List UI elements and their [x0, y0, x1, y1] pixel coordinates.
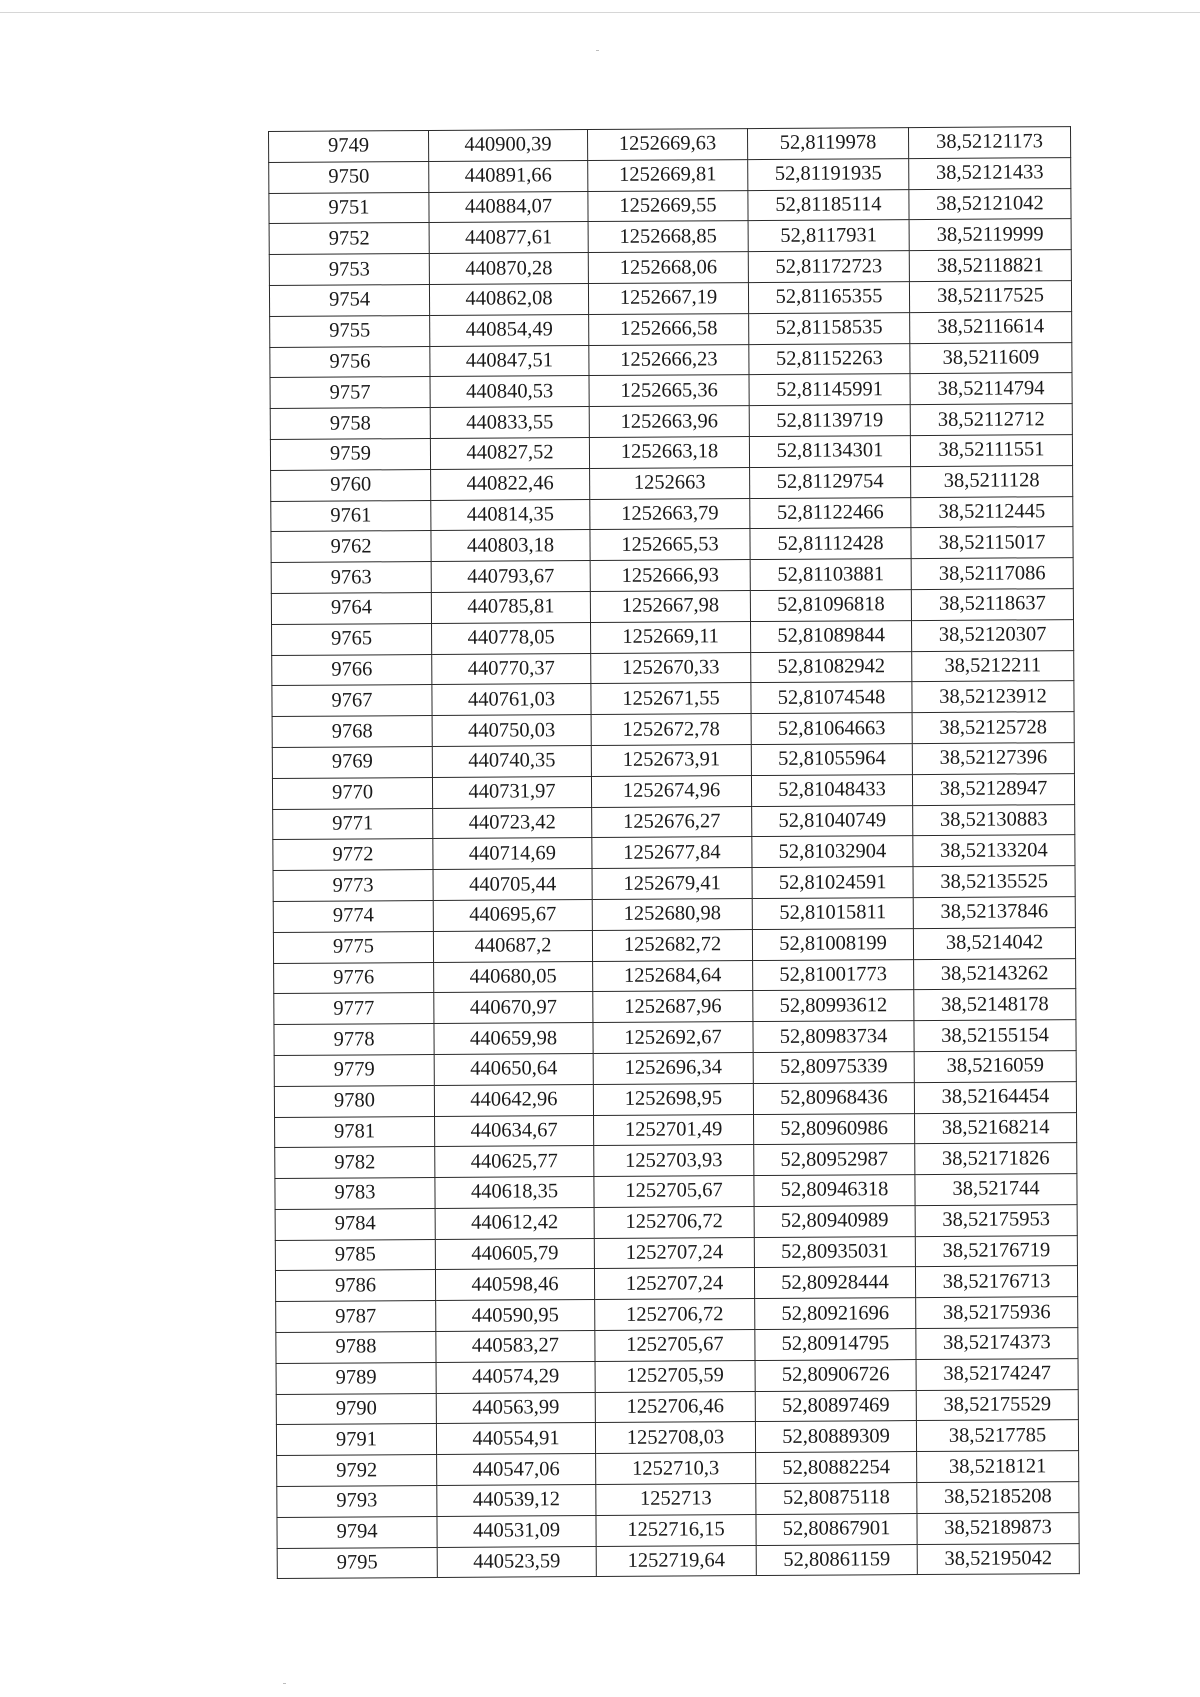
x-coordinate-cell: 440740,35: [432, 745, 591, 777]
y-coordinate-cell: 1252671,55: [591, 683, 751, 715]
x-coordinate-cell: 440793,67: [431, 561, 590, 593]
latitude-cell: 52,80946318: [754, 1175, 915, 1207]
scan-speck: [283, 1683, 286, 1684]
table-row: [269, 219, 1071, 255]
latitude-cell: 52,81032904: [752, 836, 913, 868]
table-row: [276, 1297, 1078, 1333]
latitude-cell: 52,80960986: [754, 1113, 915, 1145]
x-coordinate-cell: 440523,59: [437, 1546, 596, 1578]
x-coordinate-cell: 440833,55: [430, 407, 589, 439]
latitude-cell: 52,81139719: [749, 405, 910, 437]
y-coordinate-cell: 1252692,67: [593, 1022, 753, 1054]
longitude-cell: 38,521744: [915, 1174, 1077, 1206]
longitude-cell: 38,5211128: [911, 465, 1073, 497]
longitude-cell: 38,52135525: [913, 866, 1075, 898]
y-coordinate-cell: 1252663,96: [589, 406, 749, 438]
x-coordinate-cell: 440612,42: [435, 1207, 594, 1239]
point-number-cell: 9750: [269, 161, 429, 193]
table-row: [274, 1050, 1076, 1086]
latitude-cell: 52,81015811: [752, 897, 913, 929]
y-coordinate-cell: 1252706,72: [595, 1299, 755, 1331]
y-coordinate-cell: 1252667,19: [588, 283, 748, 315]
latitude-cell: 52,81172723: [748, 251, 909, 283]
longitude-cell: 38,52164454: [914, 1081, 1076, 1113]
point-number-cell: 9769: [272, 746, 432, 778]
longitude-cell: 38,52133204: [913, 835, 1075, 867]
point-number-cell: 9753: [269, 254, 429, 286]
point-number-cell: 9789: [276, 1362, 436, 1394]
y-coordinate-cell: 1252708,03: [595, 1422, 755, 1454]
longitude-cell: 38,52118637: [911, 589, 1073, 621]
y-coordinate-cell: 1252719,64: [596, 1545, 756, 1577]
point-number-cell: 9770: [272, 777, 432, 809]
x-coordinate-cell: 440862,08: [429, 284, 588, 316]
y-coordinate-cell: 1252666,23: [589, 344, 749, 376]
table-row: [273, 804, 1075, 840]
y-coordinate-cell: 1252673,91: [591, 744, 751, 776]
y-coordinate-cell: 1252703,93: [594, 1145, 754, 1177]
latitude-cell: 52,81008199: [752, 928, 913, 960]
longitude-cell: 38,52189873: [917, 1512, 1079, 1544]
y-coordinate-cell: 1252696,34: [593, 1052, 753, 1084]
x-coordinate-cell: 440574,29: [436, 1361, 595, 1393]
table-row: [270, 311, 1072, 347]
point-number-cell: 9749: [269, 131, 429, 163]
x-coordinate-cell: 440750,03: [432, 715, 591, 747]
point-number-cell: 9766: [272, 654, 432, 686]
latitude-cell: 52,81165355: [748, 282, 909, 314]
point-number-cell: 9764: [271, 592, 431, 624]
longitude-cell: 38,52114794: [910, 373, 1072, 405]
table-row: [276, 1389, 1078, 1425]
table-row: [271, 496, 1073, 532]
longitude-cell: 38,52176713: [915, 1266, 1077, 1298]
table-row: [270, 373, 1072, 409]
x-coordinate-cell: 440634,67: [435, 1115, 594, 1147]
point-number-cell: 9776: [274, 962, 434, 994]
y-coordinate-cell: 1252698,95: [593, 1083, 753, 1115]
point-number-cell: 9772: [273, 839, 433, 871]
table-row: [272, 773, 1074, 809]
x-coordinate-cell: 440770,37: [432, 653, 591, 685]
latitude-cell: 52,81040749: [752, 805, 913, 837]
longitude-cell: 38,52148178: [914, 989, 1076, 1021]
x-coordinate-cell: 440900,39: [429, 130, 588, 162]
point-number-cell: 9752: [269, 223, 429, 255]
latitude-cell: 52,81145991: [749, 374, 910, 406]
point-number-cell: 9768: [272, 716, 432, 748]
longitude-cell: 38,5218121: [917, 1451, 1079, 1483]
x-coordinate-cell: 440840,53: [430, 376, 589, 408]
latitude-cell: 52,81112428: [750, 528, 911, 560]
table-row: [270, 404, 1072, 440]
latitude-cell: 52,81122466: [750, 497, 911, 529]
longitude-cell: 38,52175529: [916, 1389, 1078, 1421]
longitude-cell: 38,5217785: [916, 1420, 1078, 1452]
x-coordinate-cell: 440618,35: [435, 1177, 594, 1209]
table-row: [273, 835, 1075, 871]
point-number-cell: 9779: [274, 1054, 434, 1086]
longitude-cell: 38,52121042: [909, 188, 1071, 220]
longitude-cell: 38,52175936: [916, 1297, 1078, 1329]
x-coordinate-cell: 440822,46: [431, 468, 590, 500]
longitude-cell: 38,52115017: [911, 527, 1073, 559]
longitude-cell: 38,52123912: [912, 681, 1074, 713]
y-coordinate-cell: 1252705,67: [594, 1176, 754, 1208]
y-coordinate-cell: 1252682,72: [592, 929, 752, 961]
y-coordinate-cell: 1252672,78: [591, 714, 751, 746]
y-coordinate-cell: 1252665,53: [590, 529, 750, 561]
y-coordinate-cell: 1252663,79: [590, 498, 750, 530]
latitude-cell: 52,80914795: [755, 1329, 916, 1361]
point-number-cell: 9775: [273, 931, 433, 963]
longitude-cell: 38,52195042: [917, 1543, 1079, 1575]
table-row: [273, 927, 1075, 963]
x-coordinate-cell: 440590,95: [436, 1300, 595, 1332]
point-number-cell: 9791: [276, 1424, 436, 1456]
latitude-cell: 52,8117931: [748, 220, 909, 252]
y-coordinate-cell: 1252667,98: [590, 591, 750, 623]
y-coordinate-cell: 1252707,24: [594, 1237, 754, 1269]
y-coordinate-cell: 1252701,49: [594, 1114, 754, 1146]
point-number-cell: 9757: [270, 377, 430, 409]
table-row: [275, 1174, 1077, 1210]
latitude-cell: 52,81152263: [749, 343, 910, 375]
latitude-cell: 52,80928444: [754, 1267, 915, 1299]
point-number-cell: 9781: [275, 1116, 435, 1148]
point-number-cell: 9794: [277, 1516, 437, 1548]
point-number-cell: 9790: [276, 1393, 436, 1425]
longitude-cell: 38,52130883: [913, 804, 1075, 836]
latitude-cell: 52,81129754: [750, 466, 911, 498]
y-coordinate-cell: 1252669,63: [587, 129, 747, 161]
latitude-cell: 52,81024591: [752, 867, 913, 899]
longitude-cell: 38,52175953: [915, 1204, 1077, 1236]
table-row: [277, 1482, 1079, 1518]
x-coordinate-cell: 440539,12: [437, 1485, 596, 1517]
point-number-cell: 9773: [273, 870, 433, 902]
point-number-cell: 9767: [272, 685, 432, 717]
y-coordinate-cell: 1252677,84: [592, 837, 752, 869]
x-coordinate-cell: 440598,46: [435, 1269, 594, 1301]
table-row: [273, 866, 1075, 902]
point-number-cell: 9754: [269, 285, 429, 317]
point-number-cell: 9778: [274, 1024, 434, 1056]
table-row: [275, 1266, 1077, 1302]
table-row: [269, 281, 1071, 317]
y-coordinate-cell: 1252670,33: [591, 652, 751, 684]
longitude-cell: 38,52120307: [912, 619, 1074, 651]
table-row: [271, 527, 1073, 563]
longitude-cell: 38,52128947: [912, 773, 1074, 805]
y-coordinate-cell: 1252663,18: [589, 437, 749, 469]
table-row: [275, 1204, 1077, 1240]
y-coordinate-cell: 1252666,58: [589, 313, 749, 345]
table-row: [277, 1512, 1079, 1548]
latitude-cell: 52,81191935: [748, 158, 909, 190]
y-coordinate-cell: 1252705,67: [595, 1330, 755, 1362]
y-coordinate-cell: 1252706,46: [595, 1391, 755, 1423]
longitude-cell: 38,52185208: [917, 1482, 1079, 1514]
y-coordinate-cell: 1252707,24: [594, 1268, 754, 1300]
latitude-cell: 52,81001773: [753, 959, 914, 991]
y-coordinate-cell: 1252687,96: [593, 991, 753, 1023]
x-coordinate-cell: 440547,06: [437, 1454, 596, 1486]
point-number-cell: 9788: [276, 1332, 436, 1364]
longitude-cell: 38,52121433: [909, 157, 1071, 189]
table-row: [274, 1081, 1076, 1117]
latitude-cell: 52,80993612: [753, 990, 914, 1022]
latitude-cell: 52,80952987: [754, 1144, 915, 1176]
x-coordinate-cell: 440814,35: [431, 499, 590, 531]
x-coordinate-cell: 440714,69: [433, 838, 592, 870]
x-coordinate-cell: 440583,27: [436, 1331, 595, 1363]
x-coordinate-cell: 440731,97: [432, 776, 591, 808]
y-coordinate-cell: 1252665,36: [589, 375, 749, 407]
x-coordinate-cell: 440705,44: [433, 869, 592, 901]
y-coordinate-cell: 1252668,06: [588, 252, 748, 284]
x-coordinate-cell: 440847,51: [430, 345, 589, 377]
y-coordinate-cell: 1252669,11: [591, 621, 751, 653]
table-row: [275, 1143, 1077, 1179]
longitude-cell: 38,52117086: [911, 558, 1073, 590]
y-coordinate-cell: 1252713: [596, 1484, 756, 1516]
y-coordinate-cell: 1252710,3: [596, 1453, 756, 1485]
latitude-cell: 52,81082942: [751, 651, 912, 683]
scan-speck: [596, 50, 599, 51]
latitude-cell: 52,81074548: [751, 682, 912, 714]
table-row: [275, 1235, 1077, 1271]
longitude-cell: 38,52112445: [911, 496, 1073, 528]
longitude-cell: 38,52117525: [909, 281, 1071, 313]
table-row: [272, 681, 1074, 717]
point-number-cell: 9786: [275, 1270, 435, 1302]
point-number-cell: 9793: [277, 1486, 437, 1518]
table-row: [273, 897, 1075, 933]
point-number-cell: 9787: [276, 1301, 436, 1333]
longitude-cell: 38,52171826: [915, 1143, 1077, 1175]
longitude-cell: 38,5211609: [910, 342, 1072, 374]
latitude-cell: 52,81048433: [751, 774, 912, 806]
table-row: [277, 1451, 1079, 1487]
latitude-cell: 52,80968436: [753, 1082, 914, 1114]
point-number-cell: 9761: [271, 500, 431, 532]
x-coordinate-cell: 440695,67: [433, 899, 592, 931]
point-number-cell: 9785: [275, 1239, 435, 1271]
x-coordinate-cell: 440778,05: [432, 622, 591, 654]
table-row: [270, 435, 1072, 471]
latitude-cell: 52,81064663: [751, 713, 912, 745]
coordinates-table: [268, 126, 1080, 1579]
latitude-cell: 52,80867901: [756, 1513, 917, 1545]
longitude-cell: 38,52143262: [914, 958, 1076, 990]
latitude-cell: 52,81089844: [751, 620, 912, 652]
longitude-cell: 38,52174373: [916, 1328, 1078, 1360]
latitude-cell: 52,80875118: [756, 1483, 917, 1515]
table-row: [271, 558, 1073, 594]
y-coordinate-cell: 1252666,93: [590, 560, 750, 592]
y-coordinate-cell: 1252716,15: [596, 1514, 756, 1546]
table-row: [269, 127, 1071, 163]
longitude-cell: 38,52119999: [909, 219, 1071, 251]
point-number-cell: 9780: [274, 1085, 434, 1117]
latitude-cell: 52,81185114: [748, 189, 909, 221]
table-row: [277, 1543, 1079, 1579]
x-coordinate-cell: 440642,96: [434, 1084, 593, 1116]
table-row: [269, 157, 1071, 193]
table-row: [275, 1112, 1077, 1148]
latitude-cell: 52,81134301: [749, 436, 910, 468]
y-coordinate-cell: 1252679,41: [592, 868, 752, 900]
x-coordinate-cell: 440884,07: [429, 191, 588, 223]
point-number-cell: 9783: [275, 1178, 435, 1210]
latitude-cell: 52,80935031: [754, 1236, 915, 1268]
y-coordinate-cell: 1252705,59: [595, 1360, 755, 1392]
point-number-cell: 9774: [273, 900, 433, 932]
y-coordinate-cell: 1252706,72: [594, 1206, 754, 1238]
x-coordinate-cell: 440659,98: [434, 1023, 593, 1055]
latitude-cell: 52,81096818: [750, 590, 911, 622]
longitude-cell: 38,52125728: [912, 712, 1074, 744]
longitude-cell: 38,52111551: [910, 435, 1072, 467]
table-row: [272, 712, 1074, 748]
x-coordinate-cell: 440854,49: [430, 314, 589, 346]
coordinates-table-body: [269, 127, 1080, 1579]
latitude-cell: 52,80975339: [753, 1051, 914, 1083]
longitude-cell: 38,5216059: [914, 1050, 1076, 1082]
table-row: [274, 989, 1076, 1025]
x-coordinate-cell: 440531,09: [437, 1515, 596, 1547]
point-number-cell: 9792: [277, 1455, 437, 1487]
latitude-cell: 52,80983734: [753, 1021, 914, 1053]
point-number-cell: 9771: [273, 808, 433, 840]
latitude-cell: 52,80889309: [755, 1421, 916, 1453]
point-number-cell: 9784: [275, 1208, 435, 1240]
y-coordinate-cell: 1252669,55: [588, 190, 748, 222]
table-row: [276, 1328, 1078, 1364]
table-row: [276, 1420, 1078, 1456]
point-number-cell: 9795: [277, 1547, 437, 1579]
latitude-cell: 52,80940989: [754, 1205, 915, 1237]
longitude-cell: 38,52137846: [913, 897, 1075, 929]
x-coordinate-cell: 440891,66: [429, 160, 588, 192]
latitude-cell: 52,80921696: [755, 1298, 916, 1330]
x-coordinate-cell: 440605,79: [435, 1238, 594, 1270]
x-coordinate-cell: 440563,99: [436, 1392, 595, 1424]
table-row: [271, 589, 1073, 625]
table-row: [269, 250, 1071, 286]
point-number-cell: 9760: [271, 469, 431, 501]
x-coordinate-cell: 440650,64: [434, 1053, 593, 1085]
scan-top-edge: [0, 12, 1200, 13]
y-coordinate-cell: 1252676,27: [592, 806, 752, 838]
longitude-cell: 38,5212211: [912, 650, 1074, 682]
point-number-cell: 9762: [271, 531, 431, 563]
x-coordinate-cell: 440625,77: [435, 1146, 594, 1178]
longitude-cell: 38,52127396: [912, 743, 1074, 775]
point-number-cell: 9756: [270, 346, 430, 378]
latitude-cell: 52,8119978: [747, 128, 908, 160]
table-row: [272, 650, 1074, 686]
longitude-cell: 38,52176719: [915, 1235, 1077, 1267]
longitude-cell: 38,5214042: [913, 927, 1075, 959]
x-coordinate-cell: 440687,2: [433, 930, 592, 962]
table-row: [272, 743, 1074, 779]
latitude-cell: 52,81055964: [751, 744, 912, 776]
y-coordinate-cell: 1252684,64: [593, 960, 753, 992]
x-coordinate-cell: 440723,42: [433, 807, 592, 839]
x-coordinate-cell: 440554,91: [436, 1423, 595, 1455]
point-number-cell: 9765: [272, 623, 432, 655]
x-coordinate-cell: 440803,18: [431, 530, 590, 562]
y-coordinate-cell: 1252680,98: [592, 898, 752, 930]
longitude-cell: 38,52121173: [908, 127, 1070, 159]
y-coordinate-cell: 1252669,81: [588, 159, 748, 191]
longitude-cell: 38,52116614: [910, 311, 1072, 343]
point-number-cell: 9758: [270, 408, 430, 440]
point-number-cell: 9755: [270, 315, 430, 347]
latitude-cell: 52,80906726: [755, 1359, 916, 1391]
table-row: [272, 619, 1074, 655]
y-coordinate-cell: 1252668,85: [588, 221, 748, 253]
longitude-cell: 38,52112712: [910, 404, 1072, 436]
table-row: [270, 342, 1072, 378]
longitude-cell: 38,52155154: [914, 1020, 1076, 1052]
y-coordinate-cell: 1252674,96: [591, 775, 751, 807]
x-coordinate-cell: 440670,97: [434, 992, 593, 1024]
x-coordinate-cell: 440870,28: [429, 253, 588, 285]
x-coordinate-cell: 440827,52: [430, 438, 589, 470]
point-number-cell: 9782: [275, 1147, 435, 1179]
x-coordinate-cell: 440761,03: [432, 684, 591, 716]
point-number-cell: 9777: [274, 993, 434, 1025]
latitude-cell: 52,80897469: [755, 1390, 916, 1422]
table-row: [274, 1020, 1076, 1056]
x-coordinate-cell: 440785,81: [431, 591, 590, 623]
point-number-cell: 9751: [269, 192, 429, 224]
latitude-cell: 52,80882254: [756, 1452, 917, 1484]
table-row: [276, 1358, 1078, 1394]
x-coordinate-cell: 440680,05: [434, 961, 593, 993]
table-row: [269, 188, 1071, 224]
table-row: [271, 465, 1073, 501]
latitude-cell: 52,81103881: [750, 559, 911, 591]
point-number-cell: 9763: [271, 562, 431, 594]
longitude-cell: 38,52118821: [909, 250, 1071, 282]
y-coordinate-cell: 1252663: [590, 467, 750, 499]
point-number-cell: 9759: [270, 438, 430, 470]
longitude-cell: 38,52168214: [915, 1112, 1077, 1144]
table-row: [274, 958, 1076, 994]
x-coordinate-cell: 440877,61: [429, 222, 588, 254]
longitude-cell: 38,52174247: [916, 1358, 1078, 1390]
latitude-cell: 52,80861159: [756, 1544, 917, 1576]
latitude-cell: 52,81158535: [749, 312, 910, 344]
